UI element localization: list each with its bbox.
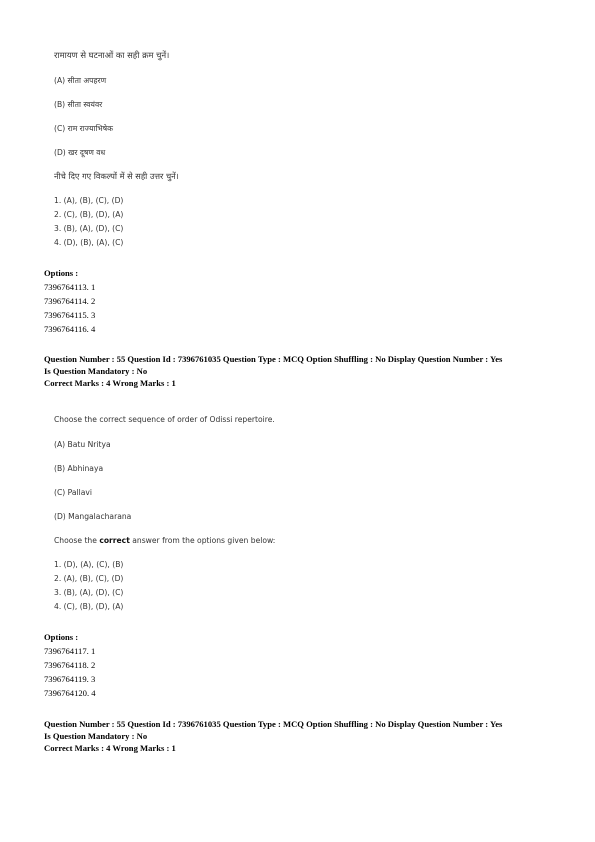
question-metadata [44, 354, 564, 390]
option-id: 7396764115. 3 [44, 310, 96, 320]
option-id: 7396764120. 4 [44, 688, 96, 698]
answer-choice-list [54, 558, 123, 614]
question-item-c: (C) Pallavi [54, 488, 93, 497]
question-item-d: (D) Mangalacharana [54, 512, 132, 521]
option-id: 7396764114. 2 [44, 296, 96, 306]
question-meta-line: Is Question Mandatory : No [44, 730, 148, 741]
question-item-a: (A) Batu Nritya [54, 440, 111, 449]
question-instruction: Choose the correct answer from the options given below: [54, 536, 276, 545]
question-item-b: (B) Abhinaya [54, 464, 104, 473]
answer-choice: 1. (D), (A), (C), (B) [54, 560, 124, 569]
options-heading: Options : [44, 268, 79, 278]
option-id: 7396764117. 1 [44, 646, 96, 656]
option-id: 7396764113. 1 [44, 282, 96, 292]
question-meta-line: Question Number : 55 Question Id : 7396761035 Question Type : MCQ Option Shuffling : No Display Question Number : Yes [44, 354, 503, 364]
question-meta-line: Question Number : 55 Question Id : 7396761035 Question Type : MCQ Option Shuffling : No Display Question Number : Yes [44, 719, 503, 729]
option-id: 7396764118. 2 [44, 660, 96, 670]
answer-choice: 4. (D), (B), (A), (C) [54, 238, 124, 247]
answer-choice: 1. (A), (B), (C), (D) [54, 196, 124, 205]
question-item-c: (C) राम राज्याभिषेक [54, 124, 113, 133]
answer-choice: 3. (B), (A), (D), (C) [54, 588, 124, 597]
question-item-b: (B) सीता स्वयंवर [54, 100, 103, 109]
question-prompt: Choose the correct sequence of order of Odissi repertoire. [54, 415, 275, 424]
question-item-a: (A) सीता अपहरण [54, 76, 107, 85]
answer-choice: 4. (C), (B), (D), (A) [54, 602, 124, 611]
answer-choice: 3. (B), (A), (D), (C) [54, 224, 124, 233]
question-item-d: (D) खर दूषण वध [54, 148, 106, 157]
question-metadata [44, 719, 564, 755]
question-prompt: रामायण से घटनाओं का सही क्रम चुनें। [54, 50, 170, 60]
question-instruction: नीचे दिए गए विकल्पों में से सही उत्तर चुनें। [54, 171, 179, 181]
options-heading: Options : [44, 632, 79, 642]
answer-choice: 2. (C), (B), (D), (A) [54, 210, 124, 219]
answer-choice-list [54, 194, 123, 250]
option-id: 7396764119. 3 [44, 674, 96, 684]
marks-line: Correct Marks : 4 Wrong Marks : 1 [44, 378, 176, 388]
answer-choice: 2. (A), (B), (C), (D) [54, 574, 124, 583]
emphasis-text: correct [99, 536, 130, 545]
question-meta-line: Is Question Mandatory : No [44, 365, 148, 376]
marks-line: Correct Marks : 4 Wrong Marks : 1 [44, 743, 176, 753]
option-id: 7396764116. 4 [44, 324, 96, 334]
